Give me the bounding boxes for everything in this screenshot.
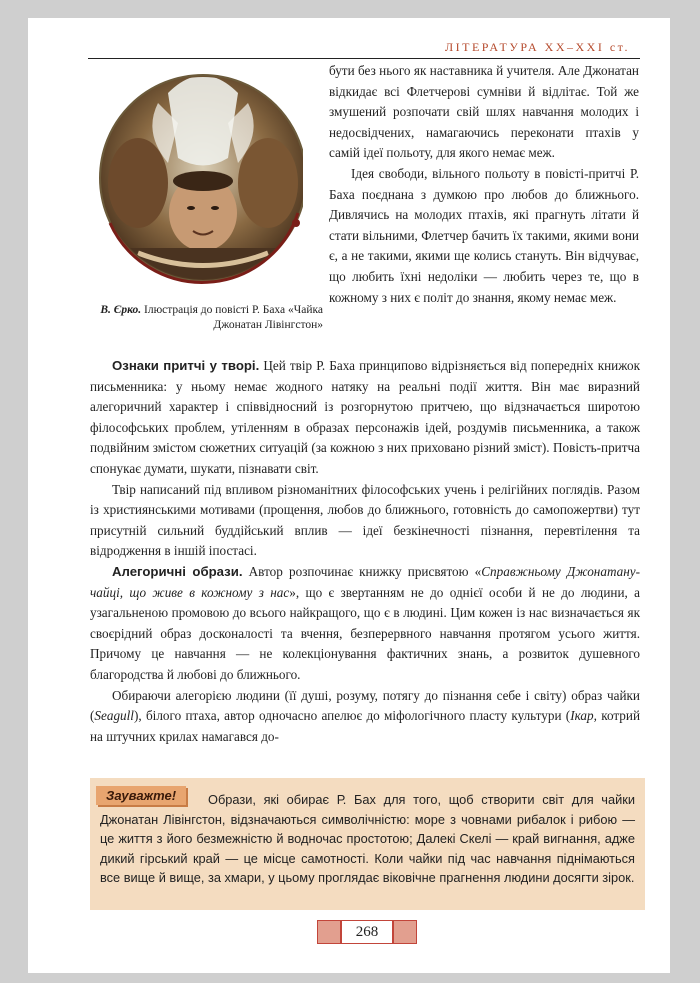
paragraph-text: Обираючи алегорією людини (її душі, розуму, потягу до пізнання себе і світу) образ чайки ( bbox=[90, 687, 640, 724]
running-head: ЛІТЕРАТУРА XX–XXI ст. bbox=[444, 40, 630, 54]
paragraph-text: ), білого птаха, автор одночасно апелює до міфологічного пласту культури ( bbox=[133, 708, 571, 724]
caption-text: Ілюстрація до повісті Р. Баха «Чайка Джонатан Лівінгстон» bbox=[141, 304, 323, 331]
footer-decor-right bbox=[393, 920, 417, 944]
paragraph: Ідея свободи, вільного польоту в повісті-притчі Р. Баха поєднана з думкою про любов до ближнього. Дивлячись на молодих птахів, які прагнуть літати й стати вільними, Флетчер бачить їх такими, якими вони є, а не такими, якими ще колись стануть. Він відчуває, що любить їхні недоліки — любить через те, що в кожному з них є політ до знання, якому немає меж. bbox=[329, 165, 639, 305]
paragraph-text: Автор розпочинає книжку присвятою « bbox=[242, 563, 482, 579]
paragraph-allegorical-images bbox=[90, 562, 640, 686]
page-footer bbox=[317, 920, 417, 944]
paragraph-text: котрий на штучних крилах намагався до- bbox=[90, 708, 641, 744]
paragraph-signs-of-parable bbox=[90, 356, 640, 480]
paragraph-text: », що є звертанням не до однієї особи й не до людини, а узагальненою промовою до всього найкращого, що є в людині. Цим кожен із нас визначається як своєрідний образ досконалості та вчення, безперервного навчання протягом усього життя. Причому це навчання — не колекціонування фактичних знань, а розвиток душевного благородства й любові до ближнього. bbox=[90, 584, 640, 682]
note-tab: Зауважте! bbox=[96, 786, 186, 805]
page-number: 268 bbox=[341, 920, 393, 944]
paragraph-text: Цей твір Р. Баха принципово відрізняється від попередніх книжок письменника: у ньому немає жодного натяку на реальні події життя. Він має виразний алегоричний характер і співвідносний із розгорнутою притчею, що відзначається широтою філософських проблем, утіленням в образах персонажів ідей, роздумів письменника, а також подвійним змістом сюжетних ситуацій (за кожною з них приховано різний зміст). Повість-притча спонукає думати, шукати, пізнавати світ. bbox=[90, 358, 640, 476]
section-lead: Алегоричні образи. bbox=[112, 563, 243, 579]
paragraph: Твір написаний під впливом різноманітних філософських учень і релігійних поглядів. Разом із християнськими мотивами (прощення, любов до ближнього, готовність до самопожертви) тут присутній сильний буддійський вплив — ідеї безкінечності пізнання, перевтілення та відродження в іншій іпостасі. bbox=[90, 481, 640, 559]
caption-author: В. Єрко. bbox=[100, 304, 142, 316]
paragraph: бути без нього як наставника й учителя. Але Джонатан відкидає всі Флетчерові сумніви й відлітає. Той же змушений розпочати свій шлях навчання молодих і недосвідчених, намагаючись переконати птахів у самій ідеї польоту, для якого немає меж. bbox=[329, 63, 639, 161]
note-box bbox=[90, 778, 645, 910]
main-text bbox=[90, 356, 640, 747]
section-lead: Ознаки притчі у творі. bbox=[112, 358, 260, 373]
illustration-medallion bbox=[98, 63, 303, 298]
textbook-page bbox=[28, 18, 670, 973]
illustration-image bbox=[98, 63, 303, 298]
right-column-text bbox=[329, 61, 639, 308]
note-text: Образи, які обирає Р. Бах для того, щоб створити світ для чайки Джонатан Лівінгстон, відзначаються символічністю: море з човнами рибалок і рибою — це життя з його безмежністю й водночас простотою; Далекі Скелі — край вигнання, адже дикий гірський край — це місце самотності. Коли чайки під час навчання піднімаються все вище й вище, за хмари, у цьому проглядає віковічне прагнення людини досягти зірок. bbox=[100, 792, 635, 885]
illustration-caption bbox=[78, 303, 323, 333]
header-rule bbox=[88, 58, 640, 59]
footer-decor-left bbox=[317, 920, 341, 944]
paragraph bbox=[90, 686, 640, 748]
term-ikar: Ікар, bbox=[570, 708, 597, 724]
dedication-quote: Справжньому Джонатану-чайці, що живе в кожному з нас bbox=[90, 563, 641, 600]
term-seagull: Seagull bbox=[94, 708, 134, 724]
